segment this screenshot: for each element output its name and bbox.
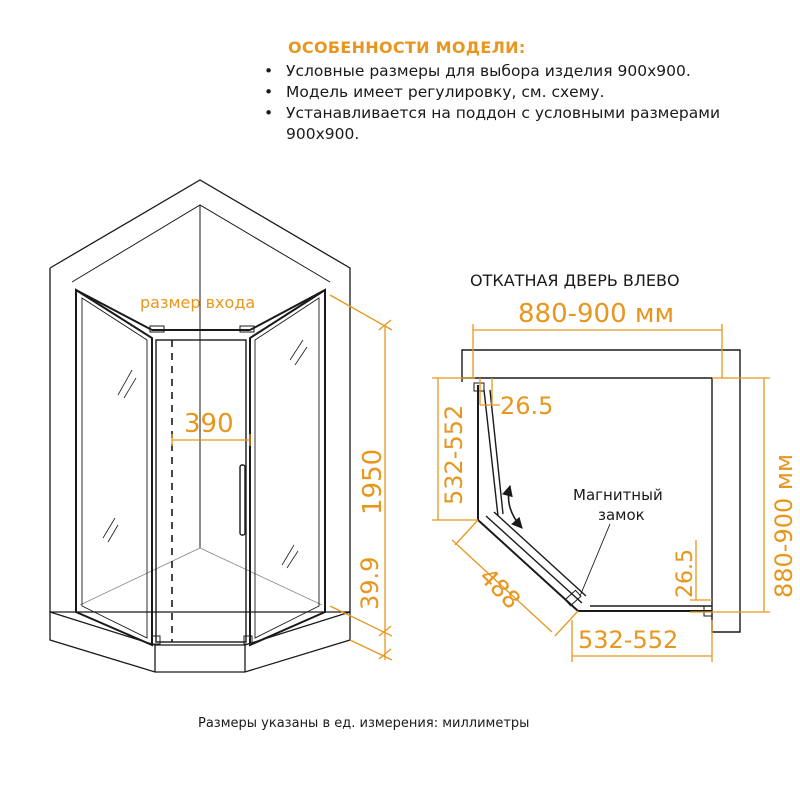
height-value: 1950 bbox=[358, 448, 388, 515]
right-fixed-glass bbox=[255, 298, 319, 638]
feature-item: • Условные размеры для выбора изделия 900x900. bbox=[286, 61, 782, 82]
wall-inner bbox=[72, 205, 330, 282]
door-frame bbox=[156, 340, 246, 642]
diagonal-value: 488 bbox=[473, 562, 526, 615]
left-glass bbox=[484, 390, 498, 516]
magnetic-lock bbox=[565, 590, 581, 605]
top-offset-value: 26.5 bbox=[500, 392, 554, 420]
left-fixed-panel bbox=[76, 290, 152, 645]
inner-floor bbox=[80, 548, 322, 605]
lock-label-line2: замок bbox=[598, 506, 645, 524]
left-side-value: 532-552 bbox=[440, 404, 468, 505]
entry-size-label: размер входа bbox=[140, 293, 256, 312]
right-offset-value: 26.5 bbox=[673, 549, 698, 598]
feature-item: • Модель имеет регулировку, см. схему. bbox=[286, 82, 782, 103]
left-fixed-glass bbox=[82, 298, 147, 638]
top-width-value: 880-900 мм bbox=[518, 299, 675, 329]
entry-width-value: 390 bbox=[184, 409, 234, 439]
top-view-title: ОТКАТНАЯ ДВЕРЬ ВЛЕВО bbox=[470, 271, 680, 290]
right-depth-value: 880-900 мм bbox=[770, 453, 798, 598]
feature-item: • Устанавливается на поддон с условными размерами 900x900. bbox=[286, 103, 782, 145]
opening-arrow bbox=[509, 486, 523, 528]
bottom-side-value: 532-552 bbox=[578, 626, 679, 654]
lock-label-line1: Магнитный bbox=[573, 486, 663, 504]
glass-reflections bbox=[103, 340, 307, 568]
top-rail bbox=[250, 290, 325, 330]
lock-leader bbox=[580, 524, 610, 596]
right-fixed-panel bbox=[250, 290, 325, 645]
door-handle[interactable] bbox=[240, 465, 245, 535]
base-height-value: 39.9 bbox=[356, 556, 384, 610]
features-title: ОСОБЕННОСТИ МОДЕЛИ: bbox=[288, 38, 526, 57]
units-note: Размеры указаны в ед. измерения: миллиметры bbox=[198, 716, 530, 731]
